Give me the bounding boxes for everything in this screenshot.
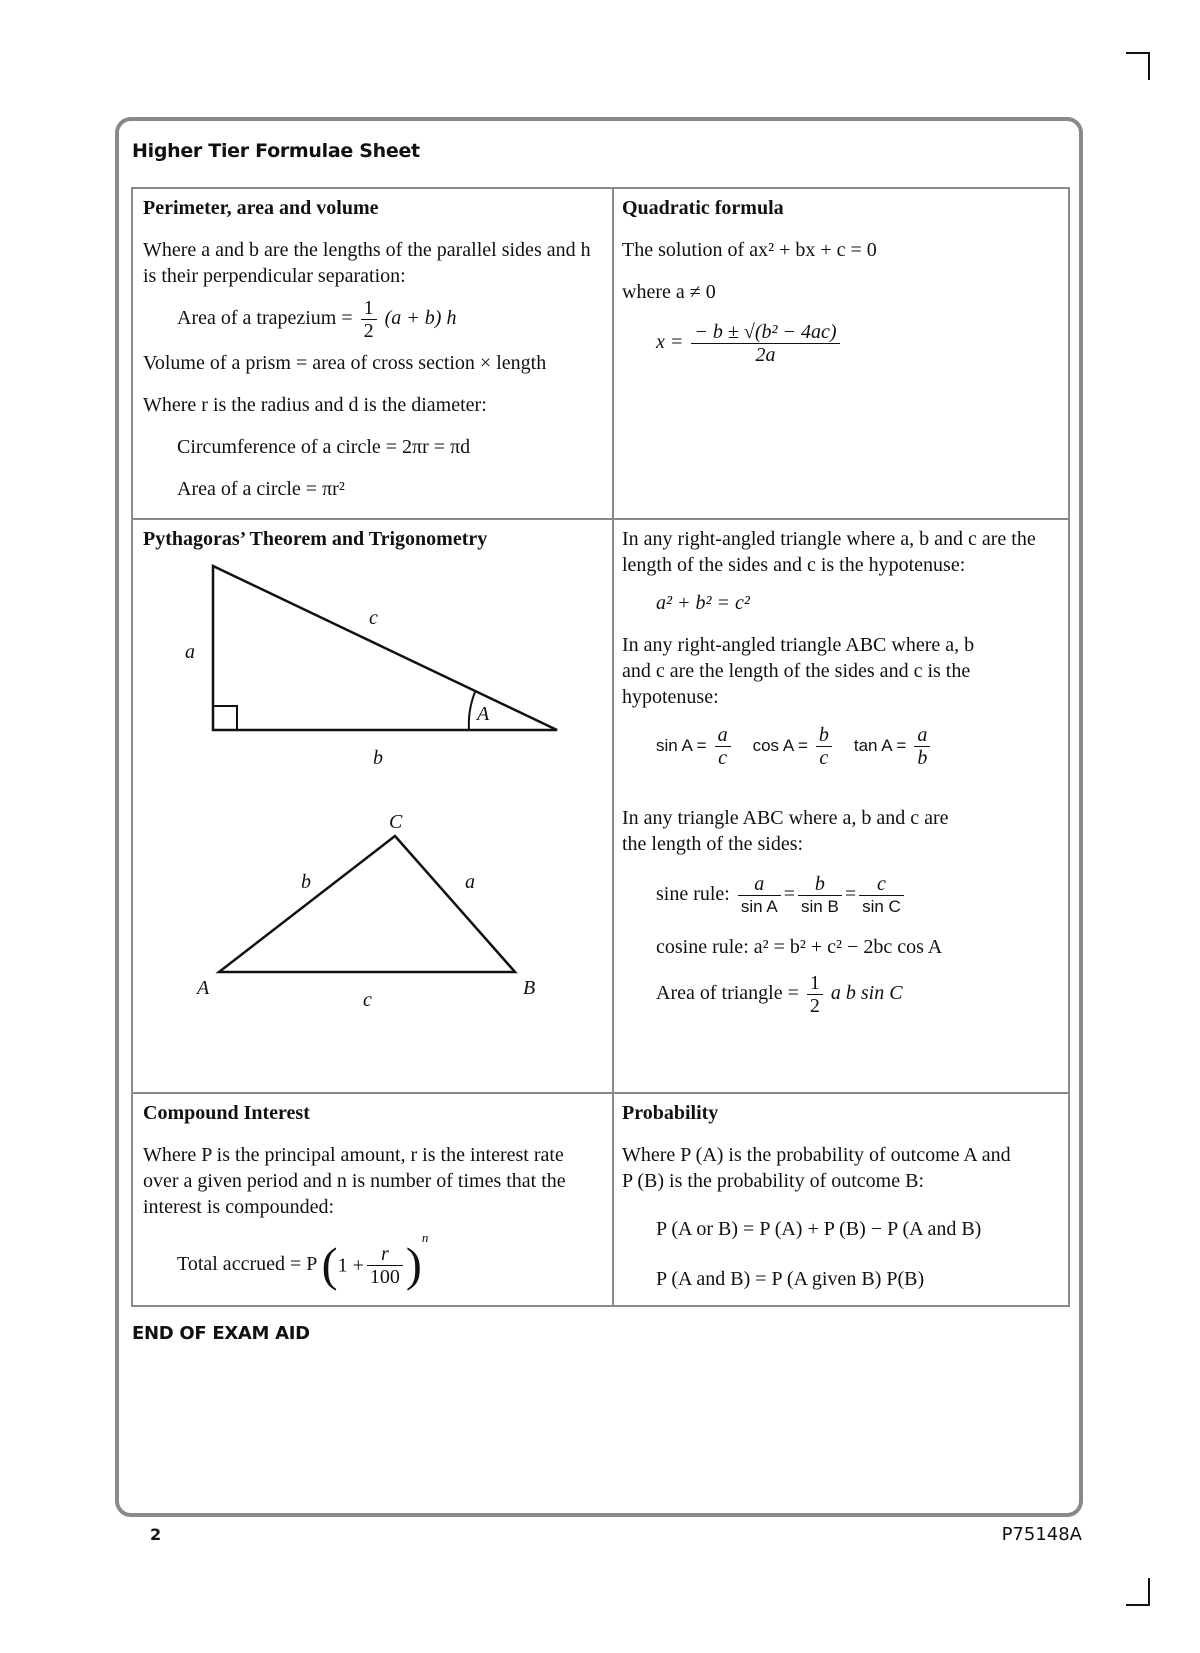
quadratic-numerator: − b ± √(b² − 4ac)	[691, 321, 839, 344]
sine-b-num: b	[798, 873, 842, 896]
sine-c-num: c	[859, 873, 904, 896]
column-divider	[612, 189, 614, 1305]
side-b-label: b	[373, 747, 383, 769]
trig-intro: In any right-angled triangle ABC where a, b and c are the length of the sides and c is the hypotenuse:	[622, 634, 975, 708]
prism-volume: Volume of a prism = area of cross section × length	[143, 352, 547, 374]
quadratic-fraction	[691, 321, 839, 366]
rate-numerator: r	[367, 1243, 403, 1266]
right-triangle-diagram	[173, 554, 593, 794]
quadratic-cell	[622, 195, 1062, 366]
quadratic-formula	[656, 321, 1062, 366]
probability-intro: Where P (A) is the probability of outcome A and P (B) is the probability of outcome B:	[622, 1144, 1011, 1192]
triangle-area-fraction	[807, 972, 823, 1017]
rate-denominator: 100	[369, 1265, 400, 1288]
compound-cell	[143, 1100, 603, 1292]
angle-A-label: A	[477, 703, 490, 725]
quadratic-heading: Quadratic formula	[622, 197, 784, 219]
quadratic-condition: where a ≠ 0	[622, 281, 716, 303]
sin-numerator: a	[715, 724, 731, 747]
general-triangle	[219, 836, 515, 972]
row-divider-2	[133, 1092, 1068, 1094]
sine-rule-label: sine rule:	[656, 883, 730, 906]
side-a-label: a	[185, 641, 195, 663]
vertex-C-label: C	[389, 811, 403, 833]
cos-fraction	[816, 724, 832, 769]
sine-c-den: sin C	[862, 897, 901, 916]
right-triangle	[213, 566, 557, 730]
sine-a-num: a	[738, 873, 781, 896]
circumference-formula: Circumference of a circle = 2πr = πd	[177, 436, 471, 458]
half-fraction	[361, 297, 377, 342]
formula-grid	[131, 187, 1070, 1307]
side-c-general-label: c	[363, 989, 372, 1011]
sine-a-den: sin A	[740, 897, 778, 916]
side-c-label: c	[369, 607, 378, 629]
triangle-area-num: 1	[807, 972, 823, 995]
half-numerator: 1	[361, 297, 377, 320]
sine-c-fraction	[859, 873, 904, 918]
right-paren: )	[405, 1238, 422, 1292]
trig-ratios	[656, 724, 1062, 769]
sin-fraction	[715, 724, 731, 769]
triangle-area	[656, 972, 1062, 1017]
probability-or-rule: P (A or B) = P (A) + P (B) − P (A and B)	[656, 1218, 982, 1240]
sin-denominator: c	[718, 747, 728, 769]
exponent-n: n	[421, 1230, 429, 1245]
end-of-exam-aid: END OF EXAM AID	[132, 1323, 310, 1344]
sine-rule: sine rule: $\frac{a}{\text{sin A}}$ = $\frac{b}{\text{sin B}}$ = $\frac{c}{\text{sin C}}$	[656, 873, 1062, 918]
tan-fraction	[914, 724, 930, 769]
cos-label: cos A =	[752, 736, 808, 756]
probability-heading: Probability	[622, 1102, 719, 1124]
triangle-area-label: Area of triangle =	[656, 982, 799, 1005]
cos-numerator: b	[816, 724, 832, 747]
pythagoras-heading: Pythagoras’ Theorem and Trigonometry	[143, 528, 488, 550]
one-plus: 1 +	[337, 1254, 364, 1277]
triangle-area-expr: a b sin C	[830, 982, 903, 1005]
cos-denominator: c	[819, 747, 829, 769]
pythagoras-intro: In any right-angled triangle where a, b and c are the length of the sides and c is the hypotenuse:	[622, 528, 1036, 576]
crop-mark-top-right-h	[1126, 52, 1150, 54]
crop-mark-bottom-right-h	[1126, 1604, 1150, 1606]
trapezium-expression: (a + b) h	[384, 307, 457, 330]
side-a-general-label: a	[465, 871, 475, 893]
compound-formula	[177, 1230, 603, 1292]
half-denominator: 2	[363, 320, 374, 342]
perimeter-cell	[143, 195, 603, 502]
trapezium-intro: Where a and b are the lengths of the parallel sides and h is their perpendicular separation:	[143, 239, 591, 287]
circle-intro: Where r is the radius and d is the diameter:	[143, 394, 487, 416]
vertex-B-label: B	[523, 977, 536, 999]
sine-b-fraction	[798, 873, 842, 918]
trapezium-formula	[177, 297, 603, 342]
probability-cell	[622, 1100, 1062, 1292]
row-divider-1	[133, 518, 1068, 520]
pythagoras-text-cell	[622, 526, 1062, 1017]
side-b-general-label: b	[301, 871, 311, 893]
tan-label: tan A =	[853, 736, 907, 756]
pythagoras-formula: a² + b² = c²	[656, 592, 750, 614]
sheet-title: Higher Tier Formulae Sheet	[132, 140, 420, 162]
sine-b-den: sin B	[801, 897, 839, 916]
triangle-area-den: 2	[809, 995, 820, 1017]
quadratic-denominator: 2a	[755, 344, 776, 366]
cosine-rule: cosine rule: a² = b² + c² − 2bc cos A	[656, 936, 943, 958]
tan-numerator: a	[914, 724, 930, 747]
sin-label: sin A =	[656, 736, 707, 756]
compound-intro: Where P is the principal amount, r is the interest rate over a given period and n is number of times that the interest is compounded:	[143, 1144, 566, 1218]
vertex-A-label: A	[197, 977, 210, 999]
probability-and-rule: P (A and B) = P (A given B) P(B)	[656, 1268, 925, 1290]
perimeter-heading: Perimeter, area and volume	[143, 197, 379, 219]
left-paren: (	[321, 1238, 338, 1292]
total-accrued-label: Total accrued = P	[177, 1253, 317, 1275]
x-equals: x =	[656, 331, 684, 354]
paper-code: P75148A	[1001, 1524, 1082, 1545]
right-angle-marker	[213, 706, 237, 730]
crop-mark-top-right-v	[1148, 52, 1150, 80]
general-triangle-diagram	[183, 811, 583, 1064]
sine-a-fraction	[738, 873, 781, 918]
circle-area-formula: Area of a circle = πr²	[177, 478, 345, 500]
trapezium-label: Area of a trapezium =	[177, 307, 353, 330]
any-triangle-intro: In any triangle ABC where a, b and c are the length of the sides:	[622, 807, 949, 855]
compound-heading: Compound Interest	[143, 1102, 310, 1124]
rate-fraction	[367, 1243, 403, 1288]
tan-denominator: b	[917, 747, 928, 769]
page-number: 2	[150, 1525, 162, 1544]
angle-arc	[469, 692, 475, 730]
quadratic-solution: The solution of ax² + bx + c = 0	[622, 239, 877, 261]
crop-mark-bottom-right-v	[1148, 1578, 1150, 1606]
